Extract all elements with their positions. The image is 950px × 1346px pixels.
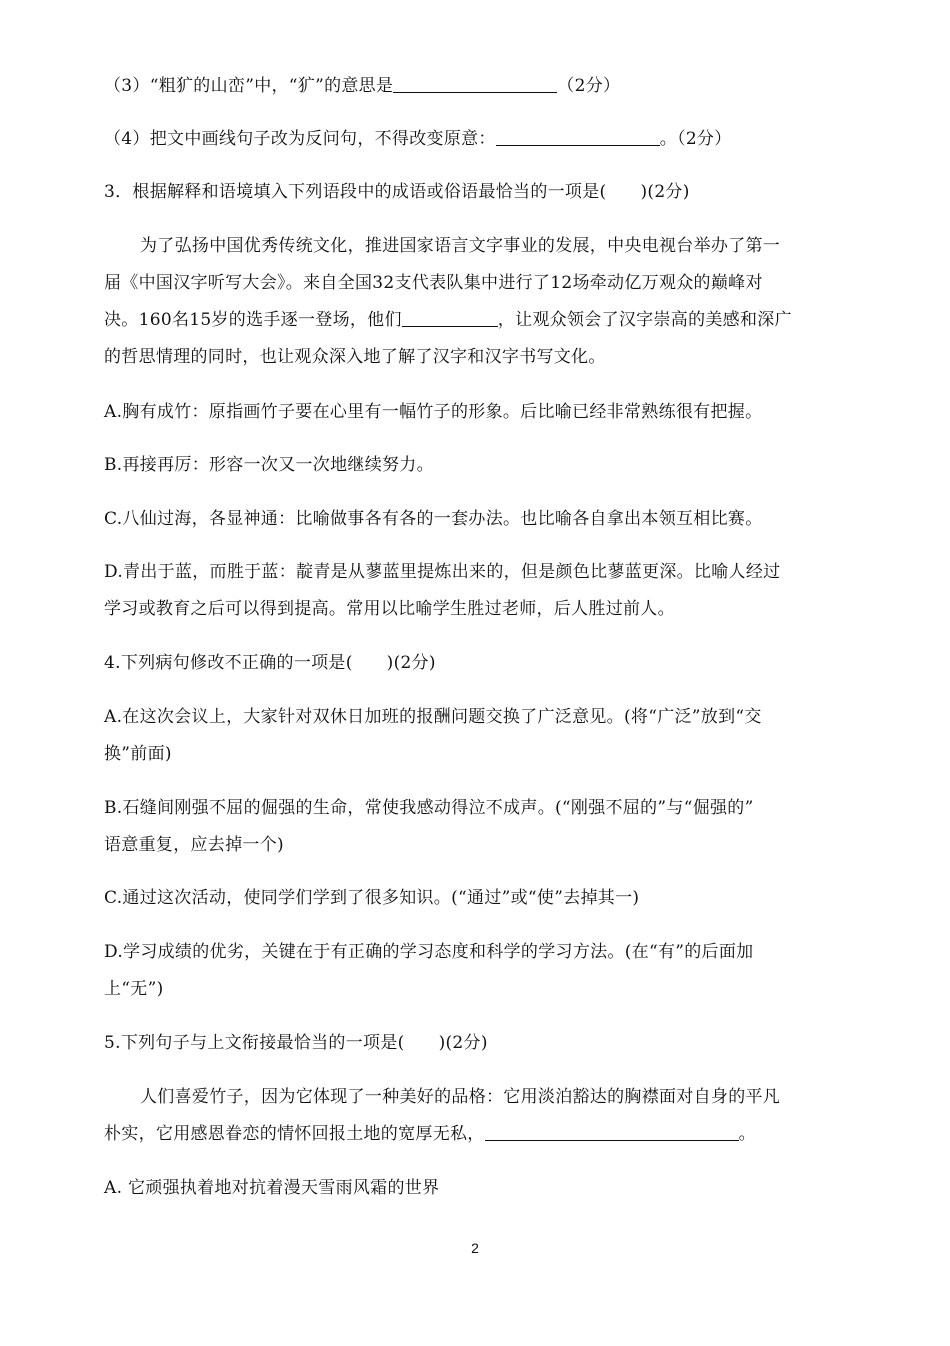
passage-line: 人们喜爱竹子，因为它体现了一种美好的品格：它用淡泊豁达的胸襟面对自身的平凡 xyxy=(140,1087,781,1107)
passage-line: 的哲思情理的同时，也让观众深入地了解了汉字和汉字书写文化。 xyxy=(104,347,606,367)
option-a: A.在这次会议上，大家针对双休日加班的报酬问题交换了广泛意见。(将“广泛”放到“交 xyxy=(104,707,762,727)
passage-line: 朴实，它用感恩眷恋的情怀回报土地的宽厚无私， 。 xyxy=(104,1124,756,1144)
option-a: A.胸有成竹：原指画竹子要在心里有一幅竹子的形象。后比喻已经非常熟练很有把握。 xyxy=(104,402,763,422)
line-q2-3: （3）“粗犷的山峦”中，“犷”的意思是 （2分） xyxy=(104,76,621,96)
option-a: A. 它顽强执着地对抗着漫天雪雨风霜的世界 xyxy=(104,1178,440,1198)
page-number: 2 xyxy=(471,1240,479,1256)
option-d: D.学习成绩的优劣，关键在于有正确的学习态度和科学的学习方法。(在“有”的后面加 xyxy=(104,942,754,962)
passage-line: 为了弘扬中国优秀传统文化，推进国家语言文字事业的发展，中央电视台举办了第一 xyxy=(140,236,781,256)
option-a-cont: 换”前面) xyxy=(104,744,172,764)
option-d-cont: 学习或教育之后可以得到提高。常用以比喻学生胜过老师，后人胜过前人。 xyxy=(104,599,675,619)
option-b: B.再接再厉：形容一次又一次地继续努力。 xyxy=(104,455,434,475)
option-c: C.通过这次活动，使同学们学到了很多知识。(“通过”或“使”去掉其一) xyxy=(104,888,640,908)
line-q2-4: （4）把文中画线句子改为反问句，不得改变原意： 。（2分） xyxy=(104,129,732,149)
passage-line: 决。160名15岁的选手逐一登场，他们 ，让观众领会了汉字崇高的美感和深广 xyxy=(104,310,792,330)
option-d: D.青出于蓝，而胜于蓝：靛青是从蓼蓝里提炼出来的，但是颜色比蓼蓝更深。比喻人经过 xyxy=(104,562,781,582)
option-c: C.八仙过海，各显神通：比喻做事各有各的一套办法。也比喻各自拿出本领互相比赛。 xyxy=(104,509,763,529)
passage-line: 届《中国汉字听写大会》。来自全国32支代表队集中进行了12场牵动亿万观众的巅峰对 xyxy=(104,273,763,293)
option-d-cont: 上“无”) xyxy=(104,979,164,999)
answer-blank[interactable] xyxy=(496,127,660,146)
option-b: B.石缝间刚强不屈的倔强的生命，常使我感动得泣不成声。(“刚强不屈的”与“倔强的” xyxy=(104,798,754,818)
option-b-cont: 语意重复，应去掉一个) xyxy=(104,835,284,855)
answer-blank[interactable] xyxy=(393,74,557,93)
question-3-stem: 3．根据解释和语境填入下列语段中的成语或俗语最恰当的一项是( )(2分) xyxy=(104,182,690,202)
answer-blank[interactable] xyxy=(485,1122,739,1141)
answer-blank[interactable] xyxy=(402,308,498,327)
question-4-stem: 4.下列病句修改不正确的一项是( )(2分) xyxy=(104,653,436,673)
question-5-stem: 5.下列句子与上文衔接最恰当的一项是( )(2分) xyxy=(104,1033,488,1053)
